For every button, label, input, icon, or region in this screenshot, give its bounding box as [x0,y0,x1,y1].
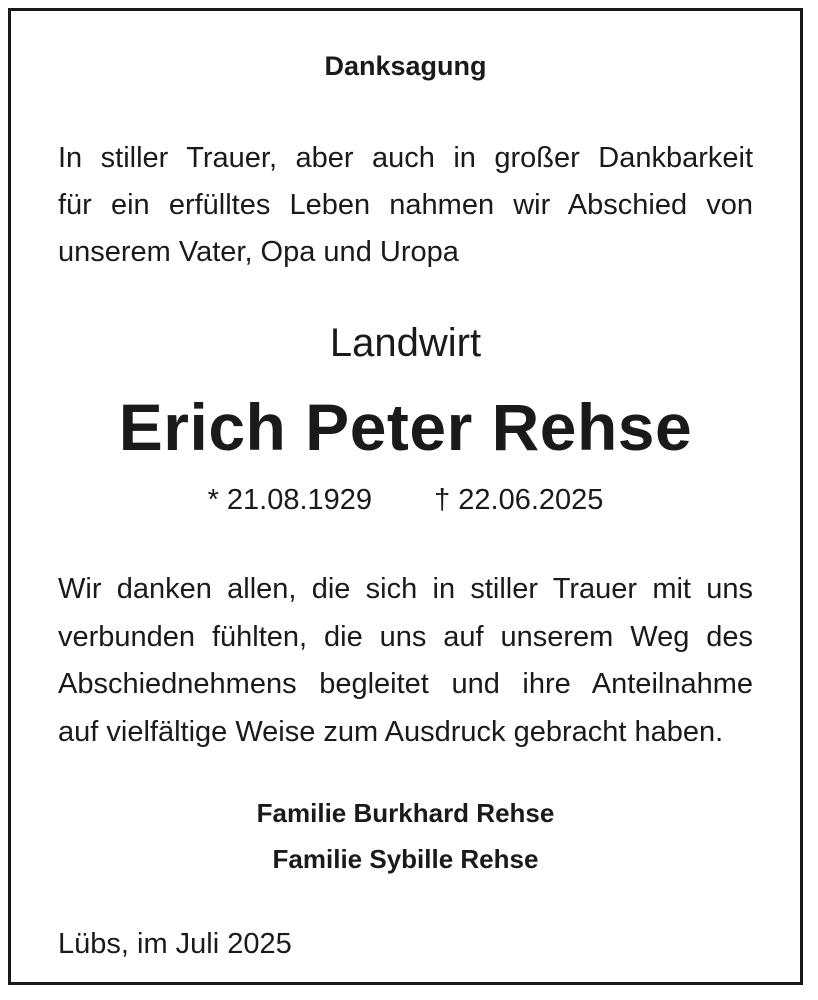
thanks-line: Wir danken allen, die sich in stiller Trauer mit uns [58,573,753,605]
place-and-date: Lübs, im Juli 2025 [58,928,292,960]
intro-paragraph [58,135,753,276]
thanks-line: verbunden fühlten, die uns auf unserem Weg des [58,620,753,653]
life-dates [11,484,800,517]
death-date: † 22.06.2025 [434,484,604,516]
notice-heading: Danksagung [324,51,487,81]
intro-line: In stiller Trauer, aber auch in großer Dankbarkeit [58,142,753,174]
obituary-notice [8,8,803,985]
thanks-paragraph [58,566,753,756]
intro-line: unserem Vater, Opa und Uropa [58,236,459,268]
family-signature: Familie Burkhard Rehse [256,798,555,828]
deceased-profession: Landwirt [329,321,482,365]
family-signature: Familie Sybille Rehse [272,844,539,874]
deceased-name: Erich Peter Rehse [118,390,693,464]
thanks-line: Abschiednehmens begleitet und ihre Anteilnahme [58,668,753,700]
thanks-line: auf vielfältige Weise zum Ausdruck gebracht haben. [58,715,724,748]
birth-date: * 21.08.1929 [207,484,373,516]
intro-line: für ein erfülltes Leben nahmen wir Abschied von [58,189,753,221]
